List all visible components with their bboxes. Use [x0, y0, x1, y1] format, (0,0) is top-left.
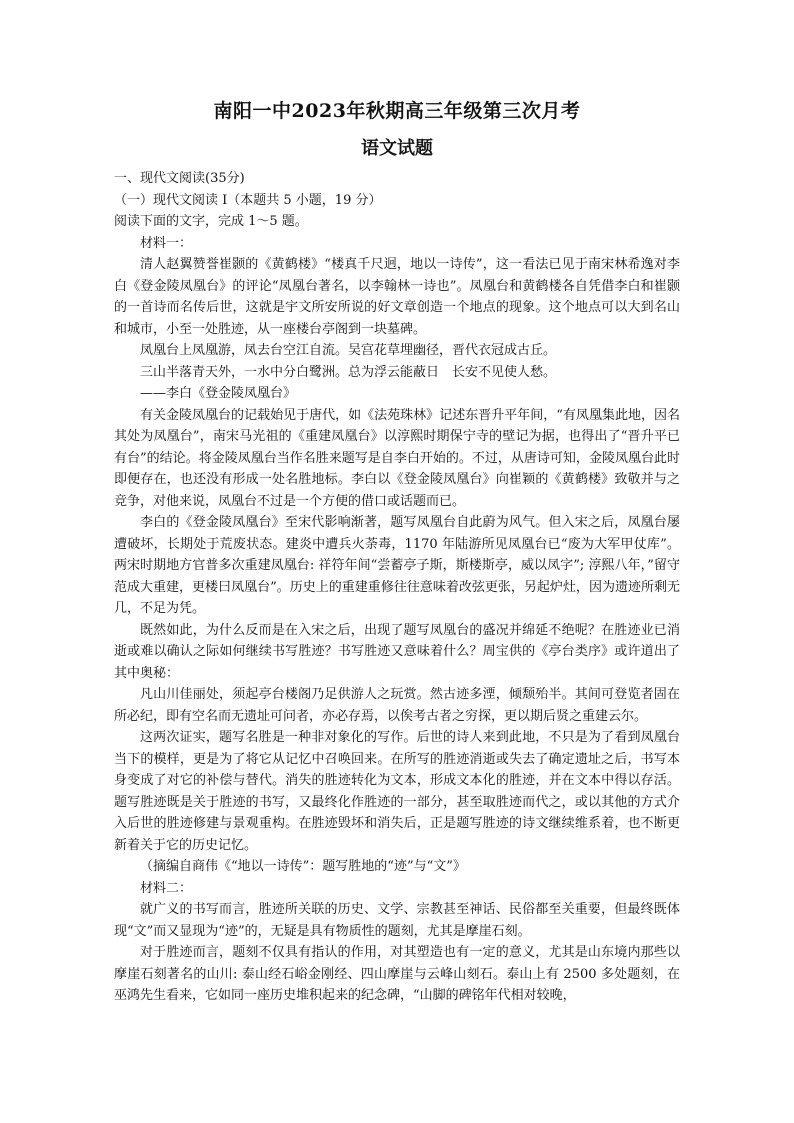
- material-label: 材料二：: [140, 880, 193, 896]
- paragraph: 李白的《登金陵凤凰台》至宋代影响渐著，题写凤凰台自此蔚为风气。但入宋之后，凤凰台屡遭破坏，长期处于荒废状态。建炎中遭兵火荼毒，1170 年陆游所见凤凰台已“废为大军甲仗库”。两宋时期地方官普多次重建凤凰台: 祥符年间“尝蓄亭子斯，斯楼斯亭，威以凤字”; 淳熙八年，”留守范成大重建，更楼曰凤凰台”。历史上的重建重修往往意味着改弦更张，另起炉灶，因为遗迹所剩无几，不足为凭。: [114, 515, 680, 616]
- poem-line: 凤凰台上凤凰游，凤去台空江自流。吴宫花草埋幽径，晋代衣冠成古丘。: [140, 343, 557, 358]
- poem-attribution: ——李白《登金陵凤凰台》: [140, 386, 297, 401]
- poem-line: 三山半落青天外，一水中分白鹭洲。总为浮云能蔽日 长安不见使人愁。: [140, 364, 557, 380]
- paragraph: 清人赵翼赞誉崔颢的《黄鹤楼》“楼真千尺迥，地以一诗传”，这一看法已见于南宋林希逸对李白《登金陵凤凰台》的评论“凤凰台著名，以李翰林一诗也”。凤凰台和黄鹤楼各自凭借李白和崔颢的一首诗而名传后世，这就是宇文所安所说的好文章创造一个地点的现象。这个地点可以大到名山和城市，小至一处胜迹，从一座楼台亭阁到一块墓碑。: [114, 257, 680, 337]
- document-body: [114, 168, 680, 1007]
- sub-section-heading: （一）现代文阅读 I（本题共 5 小题，19 分）: [114, 192, 382, 208]
- section-heading: 一、现代文阅读(35分): [114, 171, 245, 186]
- quoted-passage: 凡山川佳丽处，须起亭台楼阁乃足供游人之玩赏。然古迹多湮，倾颓殆半。其间可登览者固在所必纪，即有空名而无遗址可问者，亦必存焉，以俟考古者之穷探，更以期后贤之重建云尔。: [114, 687, 680, 724]
- document-page: [114, 98, 680, 1007]
- paragraph: 这两次证实，题写名胜是一种非对象化的写作。后世的诗人来到此地，不只是为了看到凤凰台当下的模样，更是为了将它从记忆中召唤回来。在所写的胜迹消逝或失去了确定遗址之后，书写本身变成了对它的补偿与替代。消失的胜迹转化为文本，形成文本化的胜迹，并在文本中得以存活。题写胜迹既是关于胜迹的书写，又最终化作胜迹的一部分，甚至取胜迹而代之，或以其他的方式介入后世的胜迹修建与景观重构。在胜迹毁坏和消失后，正是题写胜迹的诗文继续维系着，也不断更新着关于它的历史记忆。: [114, 730, 680, 853]
- exam-subtitle: 语文试题: [361, 138, 433, 159]
- paragraph: 有关金陵凤凰台的记载始见于唐代，如《法苑珠林》记述东晋升平年间，“有凤凰集此地，因名其处为凤凰台”，南宋马光祖的《重建凤凰台》以淳熙时期保宁寺的壁记为据，也得出了“晋升平已有台”的结论。将金陵凤凰台当作名胜来题写是自李白开始的。不过，从唐诗可知，金陵凤凰台此时即便存在，也还没有形成一处名胜地标。李白以《登金陵凤凰台》向崔颖的《黄鹤楼》致敬并与之竞争，对他来说，凤凰台不过是一个方便的借口或话题而已。: [114, 407, 680, 509]
- exam-title: 南阳一中2023年秋期高三年级第三次月考: [213, 100, 581, 122]
- paragraph: 对于胜迹而言，题刻不仅具有指认的作用，对其塑造也有一定的意义，尤其是山东境内那些以摩崖石刻著名的山川: 泰山经石峪金刚经、四山摩崖与云峰山刻石。泰山上有 2500 多处题刻，在巫鸿先生看来，它如同一座历史堆积起来的纪念碑，“山脚的碑铭年代相对较晚，: [114, 945, 680, 1003]
- material-label: 材料一：: [140, 235, 193, 251]
- paragraph: 就广义的书写而言，胜迹所关联的历史、文学、宗教甚至神话、民俗都至关重要，但最终既体现“文”而又显现为“迹”的，无疑是具有物质性的题刻，尤其是摩崖石刻。: [114, 902, 680, 939]
- source-citation: （摘编自商伟《“地以一诗传”：题写胜地的“迹”与“文”》: [140, 859, 466, 874]
- paragraph: 既然如此，为什么反而是在入宋之后，出现了题写凤凰台的盛况并绵延不绝呢？在胜迹业已消逝或难以确认之际如何继续书写胜迹？书写胜迹又意味着什么？周宝供的《亭台类序》或许道出了其中奥秘：: [114, 622, 680, 681]
- instruction-text: 阅读下面的文字，完成 1～5 题。: [114, 214, 308, 229]
